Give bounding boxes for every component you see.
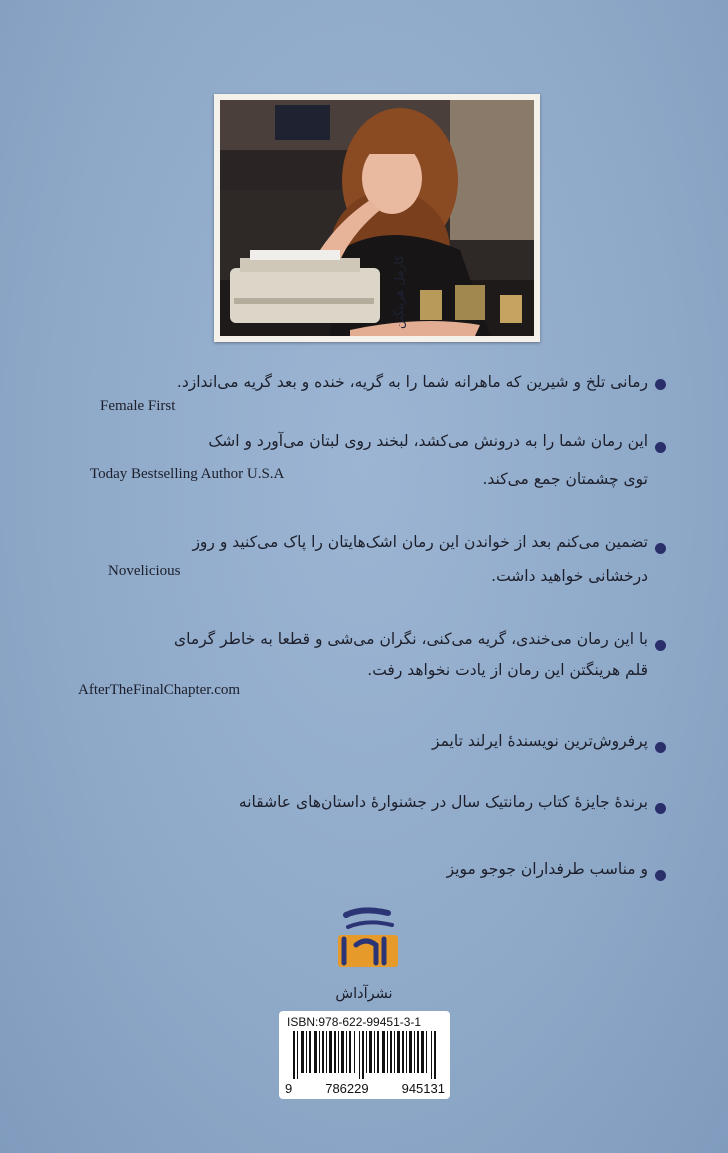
blurb-7 <box>447 860 648 878</box>
blurb-3 <box>192 533 648 551</box>
blurb-source: Today Bestselling Author U.S.A <box>90 466 285 482</box>
bullet-icon <box>655 379 666 390</box>
blurb-text: و مناسب طرفداران جوجو مویز <box>446 860 648 878</box>
barcode-bars <box>293 1031 439 1079</box>
bullet-icon <box>655 640 666 651</box>
blurb-6 <box>239 793 648 811</box>
blurb-4 <box>174 630 648 648</box>
bullet-icon <box>655 870 666 881</box>
isbn-text: ISBN:978-622-99451-3-1 <box>287 1015 422 1029</box>
blurb-text: با این رمان می‌خندی، گریه می‌کنی، نگران می‌شی و قطعا به خاطر گرمای <box>174 630 648 648</box>
blurb-text: برندهٔ جایزهٔ کتاب رمانتیک سال در جشنوارهٔ داستان‌های عاشقانه <box>238 793 648 811</box>
blurb-2 <box>208 432 648 450</box>
author-photo-frame <box>214 94 540 342</box>
bullet-icon <box>655 742 666 753</box>
blurb-source: Novelicious <box>108 563 181 579</box>
author-photo <box>220 100 534 336</box>
blurb-text: این رمان شما را به درونش می‌کشد، لبخند روی لبتان می‌آورد و اشک <box>208 432 648 450</box>
blurb-source: AfterTheFinalChapter.com <box>78 682 241 698</box>
barcode-digits-left: 786229 <box>325 1081 369 1096</box>
blurb-text: پرفروش‌ترین نویسندهٔ ایرلند تایمز <box>432 732 648 750</box>
photo-caption: کارمل هرینگتن <box>392 255 406 329</box>
barcode-digit-lead: 9 <box>285 1081 293 1096</box>
blurb-1 <box>177 373 648 391</box>
blurb-text: قلم هرینگتن این رمان از یادت نخواهد رفت. <box>367 661 648 679</box>
blurb-source: Female First <box>100 398 176 414</box>
publisher-logo <box>328 905 408 975</box>
blurb-5 <box>432 732 648 750</box>
bullet-icon <box>655 442 666 453</box>
blurb-text: درخشانی خواهید داشت. <box>491 567 648 585</box>
barcode-label <box>279 1011 450 1099</box>
publisher-name: نشرآداش <box>335 986 393 1002</box>
bullet-icon <box>655 803 666 814</box>
barcode-digits <box>285 1081 445 1096</box>
barcode-digits-right: 945131 <box>401 1081 445 1096</box>
blurb-text: توی چشمتان جمع می‌کند. <box>482 470 648 488</box>
bullet-icon <box>655 543 666 554</box>
blurb-text: تضمین می‌کنم بعد از خواندن این رمان اشک‌هایتان را پاک می‌کنید و روز <box>192 533 648 551</box>
blurb-text: رمانی تلخ و شیرین که ماهرانه شما را به گریه، خنده و بعد گریه می‌اندازد. <box>176 373 648 391</box>
